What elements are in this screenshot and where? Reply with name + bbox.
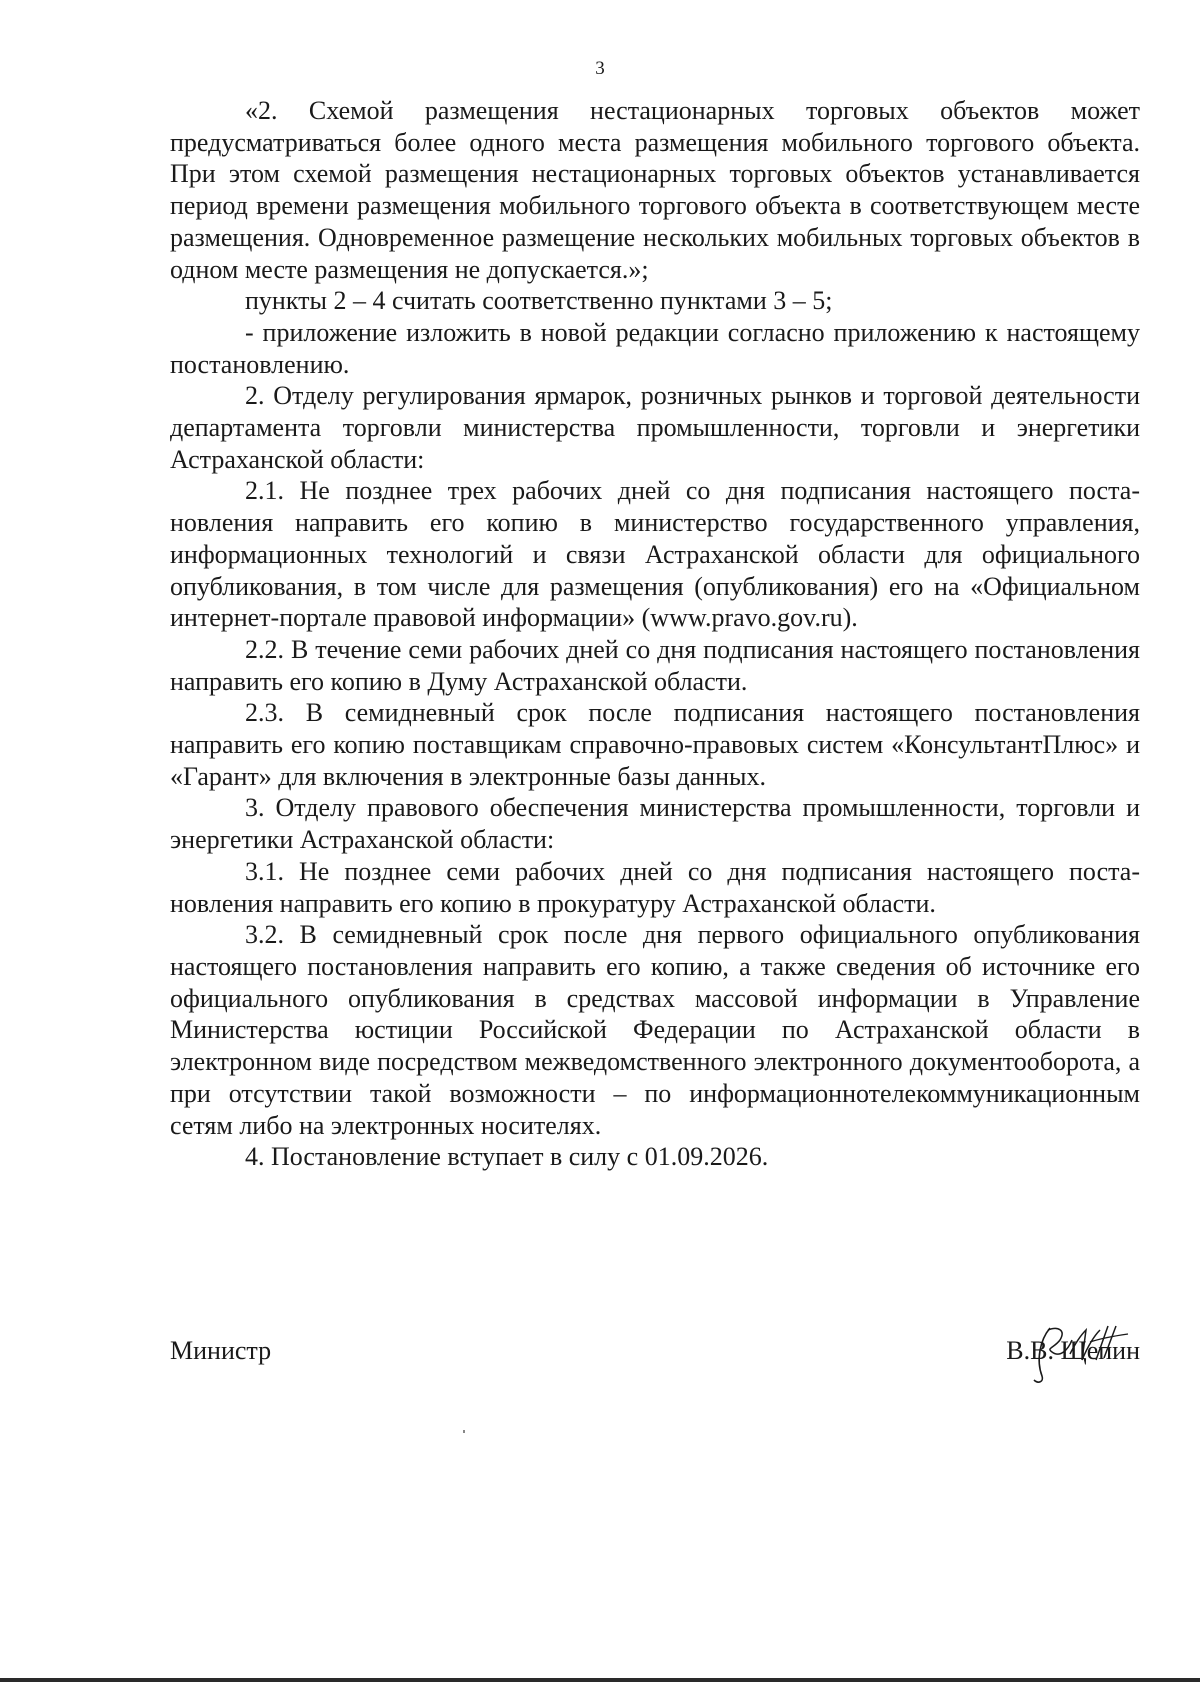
page-number: 3 <box>595 58 605 79</box>
signer-name: В.В. Щепин <box>1006 1336 1140 1365</box>
paragraph-appendix-new-edition: - приложение изложить в новой редакции согласно приложению к настоящему постановлению. <box>170 317 1140 379</box>
signature-block <box>170 1322 1140 1382</box>
document-body <box>170 95 1140 1173</box>
paragraph-amendment-quote: «2. Схемой размещения нестационарных торговых объектов может предусматриваться более одного места размещения мобильного торгового объекта. При этом схемой размещения нестационарных торговых объектов устанавливается период времени размещения мобильного торгового объекта в соответствующем месте размещения. Одновременное размещение нескольких мобильных торговых объектов в одном месте размещения не допускается.»; <box>170 96 1140 284</box>
paragraph-item-2-3: 2.3. В семидневный срок после подписания настоящего постановления направить его копию поставщикам справочно-правовых систем «КонсультантПлюс» и «Гарант» для включения в электронные базы данных. <box>170 698 1140 791</box>
paragraph-item-2-2: 2.2. В течение семи рабочих дней со дня подписания настоящего постановления направить его копию в Думу Астраханской области. <box>170 634 1140 696</box>
scan-speck <box>463 1430 465 1433</box>
paragraph-item-4: 4. Постановление вступает в силу с 01.09.2026. <box>245 1142 769 1172</box>
paragraph-item-2: 2. Отделу регулирования ярмарок, розничных рынков и торговой деятельности департамента торговли министерства промышленности, торговли и энергетики Астраханской области: <box>170 381 1140 474</box>
paragraph-item-2-1: 2.1. Не позднее трех рабочих дней со дня подписания настоящего постановления направить его копию в министерство государственного управления, информационных технологий и связи Астраханской области для официального опубликования, в том числе для размещения (опубликования) его на «Официальном интернет-портале правовой информации» (www.pravo.gov.ru). <box>170 476 1140 633</box>
paragraph-renumber-items: пункты 2 – 4 считать соответственно пунктами 3 – 5; <box>245 286 833 316</box>
paragraph-item-3-1: 3.1. Не позднее семи рабочих дней со дня подписания настоящего постановления направить его копию в прокуратуру Астраханской области. <box>170 856 1140 918</box>
paragraph-item-3-2: 3.2. В семидневный срок после дня первого официального опубликования настоящего постановления направить его копию, а также сведения об источнике его официального опубликования в средствах массовой информации в Управление Министерства юстиции Российской Федерации по Астраханской области в электронном виде посредством межведомственного электронного документооборота, а при отсутствии такой возможности – по информационнотелекоммуникационным сетям либо на электронных носителях. <box>170 920 1140 1140</box>
paragraph-item-3: 3. Отделу правового обеспечения министерства промышленности, торговли и энергетики Астраханской области: <box>170 793 1140 855</box>
scan-bottom-edge <box>0 1678 1200 1682</box>
signer-title: Министр <box>170 1336 272 1365</box>
